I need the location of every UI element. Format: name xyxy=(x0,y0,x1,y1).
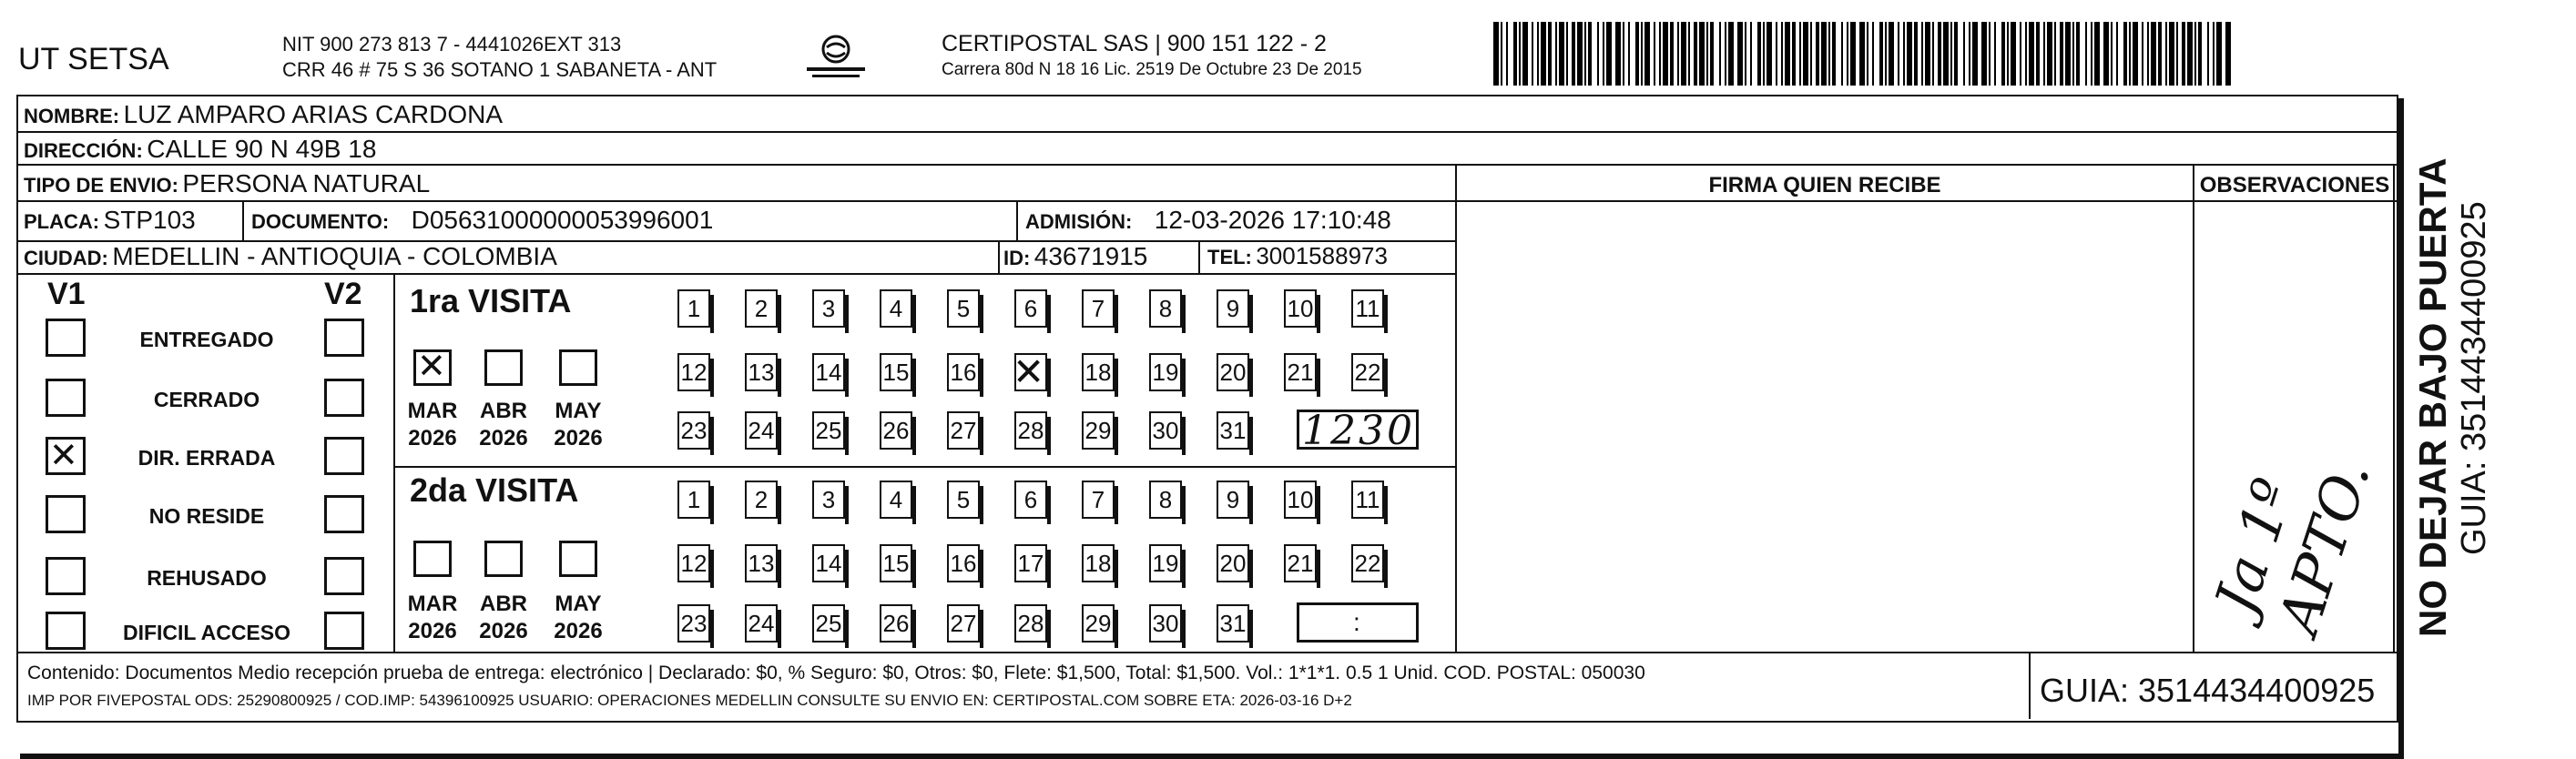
day-box[interactable]: 7 xyxy=(1082,289,1115,328)
day-box[interactable]: 5 xyxy=(947,289,980,328)
day-box[interactable]: 31 xyxy=(1217,411,1249,450)
direccion-value: CALLE 90 N 49B 18 xyxy=(147,135,377,163)
tipo-label: TIPO DE ENVIO: xyxy=(24,174,178,197)
day-box[interactable]: 26 xyxy=(880,604,912,643)
status-label: DIFICIL ACCESO xyxy=(122,621,290,644)
day-box[interactable]: 30 xyxy=(1149,411,1182,450)
day-box[interactable]: 27 xyxy=(947,604,980,643)
nombre-label: NOMBRE: xyxy=(24,105,120,127)
day-box[interactable]: 9 xyxy=(1217,481,1249,519)
v2-checkbox[interactable] xyxy=(324,557,364,595)
month-checkbox[interactable] xyxy=(484,541,523,577)
status-label: ENTREGADO xyxy=(139,328,274,351)
month-label: ABR xyxy=(480,399,527,423)
month-label: MAR xyxy=(407,399,458,423)
day-box[interactable]: 15 xyxy=(880,544,912,582)
day-box[interactable]: 23 xyxy=(677,411,710,450)
day-box[interactable]: 4 xyxy=(880,289,912,328)
day-box[interactable]: 7 xyxy=(1082,481,1115,519)
ciudad-value: MEDELLIN - ANTIOQUIA - COLOMBIA xyxy=(112,242,557,270)
month-checkbox[interactable] xyxy=(413,541,452,577)
admision-value: 12-03-2026 17:10:48 xyxy=(1154,206,1391,234)
day-box[interactable]: 19 xyxy=(1149,353,1182,391)
day-box[interactable]: 2 xyxy=(745,289,778,328)
v1-checkbox[interactable] xyxy=(46,612,86,650)
day-box[interactable]: 12 xyxy=(677,353,710,391)
day-box[interactable]: 3 xyxy=(812,481,845,519)
v2-header: V2 xyxy=(324,277,362,311)
day-box[interactable]: 13 xyxy=(745,544,778,582)
v2-checkbox[interactable] xyxy=(324,495,364,533)
direccion-label: DIRECCIÓN: xyxy=(24,139,143,162)
month-label: MAR xyxy=(407,592,458,616)
year-label: 2026 xyxy=(479,426,528,450)
tel-label: TEL: xyxy=(1207,246,1252,268)
id-label: ID: xyxy=(1003,247,1031,269)
year-label: 2026 xyxy=(408,619,457,643)
year-label: 2026 xyxy=(554,426,603,450)
direccion-row xyxy=(24,135,376,164)
second-visit-title: 2da VISITA xyxy=(410,471,579,509)
day-box[interactable]: 24 xyxy=(745,604,778,643)
v2-checkbox[interactable] xyxy=(324,319,364,357)
firma-header: FIRMA QUIEN RECIBE xyxy=(1708,173,1941,197)
placa-label: PLACA: xyxy=(24,210,100,233)
day-box[interactable]: 18 xyxy=(1082,353,1115,391)
day-box[interactable]: 2 xyxy=(745,481,778,519)
day-box[interactable]: 23 xyxy=(677,604,710,643)
v2-checkbox[interactable] xyxy=(324,437,364,475)
day-box[interactable]: 9 xyxy=(1217,289,1249,328)
day-box[interactable]: 22 xyxy=(1351,353,1384,391)
time-field-second-value: : xyxy=(1353,608,1360,636)
license-line: Carrera 80d N 18 16 Lic. 2519 De Octubre 23 De 2015 xyxy=(942,60,1362,79)
footer-imp: IMP POR FIVEPOSTAL ODS: 25290800925 / COD.IMP: 54396100925 USUARIO: OPERACIONES MEDELLIN CONSULTE SU ENVIO EN: CERTIPOSTAL.COM SOBRE ETA: 2026-03-16 D+2 xyxy=(27,692,1352,709)
admision-label: ADMISIÓN: xyxy=(1025,210,1133,233)
v1-header: V1 xyxy=(47,277,86,311)
v1-checkbox[interactable] xyxy=(46,557,86,595)
certipostal-logo xyxy=(801,33,871,82)
address-line: CRR 46 # 75 S 36 SOTANO 1 SABANETA - ANT xyxy=(282,58,718,81)
month-checkbox[interactable] xyxy=(559,349,597,386)
barcode xyxy=(1493,22,2231,86)
nit-line: NIT 900 273 813 7 - 4441026EXT 313 xyxy=(282,33,622,56)
day-box[interactable]: 8 xyxy=(1149,289,1182,328)
frame-shadow-bottom xyxy=(20,754,2404,759)
tipo-row xyxy=(24,169,430,198)
day-box[interactable]: 26 xyxy=(880,411,912,450)
day-box[interactable]: 22 xyxy=(1351,544,1384,582)
day-box[interactable]: 11 xyxy=(1351,481,1384,519)
day-box[interactable]: 6 xyxy=(1014,289,1047,328)
day-box[interactable]: 18 xyxy=(1082,544,1115,582)
v1-checkbox[interactable] xyxy=(46,495,86,533)
guia-side: GUIA: 3514434400925 xyxy=(2455,201,2493,555)
no-dejar-bajo-puerta: NO DEJAR BAJO PUERTA xyxy=(2411,157,2454,637)
company-name: UT SETSA xyxy=(18,42,169,76)
tel-value: 3001588973 xyxy=(1256,242,1388,269)
day-box[interactable]: 12 xyxy=(677,544,710,582)
status-label: DIR. ERRADA xyxy=(137,446,276,470)
ciudad-field xyxy=(24,242,557,271)
day-box[interactable]: 14 xyxy=(812,544,845,582)
placa-field xyxy=(24,206,196,235)
v1-checkbox[interactable] xyxy=(46,379,86,417)
day-box[interactable]: 30 xyxy=(1149,604,1182,643)
id-field xyxy=(1003,242,1147,271)
carrier-line: CERTIPOSTAL SAS | 900 151 122 - 2 xyxy=(942,31,1327,56)
day-box[interactable]: 16 xyxy=(947,544,980,582)
day-box[interactable]: 24 xyxy=(745,411,778,450)
day-box[interactable]: 27 xyxy=(947,411,980,450)
day-box[interactable]: 8 xyxy=(1149,481,1182,519)
status-label: CERRADO xyxy=(153,388,260,411)
day-box[interactable]: 1 xyxy=(677,289,710,328)
v2-checkbox[interactable] xyxy=(324,379,364,417)
ciudad-label: CIUDAD: xyxy=(24,247,108,269)
day-box[interactable]: 28 xyxy=(1014,411,1047,450)
day-box[interactable]: 3 xyxy=(812,289,845,328)
month-checkbox[interactable] xyxy=(484,349,523,386)
tel-field xyxy=(1207,242,1388,270)
day-box[interactable]: 10 xyxy=(1284,481,1317,519)
day-box[interactable]: 25 xyxy=(812,604,845,643)
handwritten-check-mark: ✕ xyxy=(49,435,78,475)
month-checkbox[interactable] xyxy=(559,541,597,577)
day-box[interactable]: 17 xyxy=(1014,544,1047,582)
time-field-first-value: 1230 xyxy=(1302,408,1415,454)
day-box[interactable]: 14 xyxy=(812,353,845,391)
day-box[interactable]: 13 xyxy=(745,353,778,391)
documento-label: DOCUMENTO: xyxy=(251,210,390,233)
footer-contenido: Contenido: Documentos Medio recepción prueba de entrega: electrónico | Declarado: $0, % Seguro: $0, Otros: $0, Flete: $1,500, Total: $1,500. Vol.: 1*1*1. 0.5 1 Unid. COD. POSTAL: 050030 xyxy=(27,663,1645,683)
day-box[interactable]: 31 xyxy=(1217,604,1249,643)
v1-checkbox[interactable] xyxy=(46,319,86,357)
documento-field xyxy=(251,206,713,235)
frame-shadow xyxy=(2398,98,2404,759)
day-box[interactable]: 29 xyxy=(1082,604,1115,643)
year-label: 2026 xyxy=(408,426,457,450)
day-box[interactable]: 1 xyxy=(677,481,710,519)
handwritten-check-mark: ✕ xyxy=(1013,350,1045,393)
footer-guia: GUIA: 3514434400925 xyxy=(2040,672,2376,709)
day-box[interactable]: 20 xyxy=(1217,544,1249,582)
status-label: REHUSADO xyxy=(147,566,267,590)
month-label: ABR xyxy=(480,592,527,616)
day-box[interactable]: 25 xyxy=(812,411,845,450)
day-box[interactable]: 6 xyxy=(1014,481,1047,519)
handwritten-check-mark: ✕ xyxy=(417,348,446,386)
day-box[interactable]: 19 xyxy=(1149,544,1182,582)
id-value: 43671915 xyxy=(1033,242,1148,270)
month-label: MAY xyxy=(555,399,602,423)
day-box[interactable]: 5 xyxy=(947,481,980,519)
observaciones-header: OBSERVACIONES xyxy=(2199,173,2390,197)
month-label: MAY xyxy=(555,592,602,616)
day-box[interactable]: 21 xyxy=(1284,544,1317,582)
day-box[interactable]: 28 xyxy=(1014,604,1047,643)
admision-field xyxy=(1025,206,1391,235)
documento-value: D05631000000053996001 xyxy=(411,206,714,234)
observations-handwritten: Ja 1º APTO. xyxy=(2202,452,2384,643)
day-box[interactable]: 21 xyxy=(1284,353,1317,391)
day-box[interactable]: 29 xyxy=(1082,411,1115,450)
day-box[interactable]: 4 xyxy=(880,481,912,519)
placa-value: STP103 xyxy=(103,206,196,234)
day-box[interactable]: 15 xyxy=(880,353,912,391)
nombre-row xyxy=(24,100,503,129)
nombre-value: LUZ AMPARO ARIAS CARDONA xyxy=(123,100,504,128)
day-box[interactable]: 20 xyxy=(1217,353,1249,391)
day-box[interactable]: 11 xyxy=(1351,289,1384,328)
tipo-value: PERSONA NATURAL xyxy=(182,169,431,197)
v2-checkbox[interactable] xyxy=(324,612,364,650)
year-label: 2026 xyxy=(479,619,528,643)
status-label: NO RESIDE xyxy=(148,504,265,528)
year-label: 2026 xyxy=(554,619,603,643)
day-box[interactable]: 10 xyxy=(1284,289,1317,328)
day-box[interactable]: 16 xyxy=(947,353,980,391)
first-visit-title: 1ra VISITA xyxy=(410,282,572,319)
